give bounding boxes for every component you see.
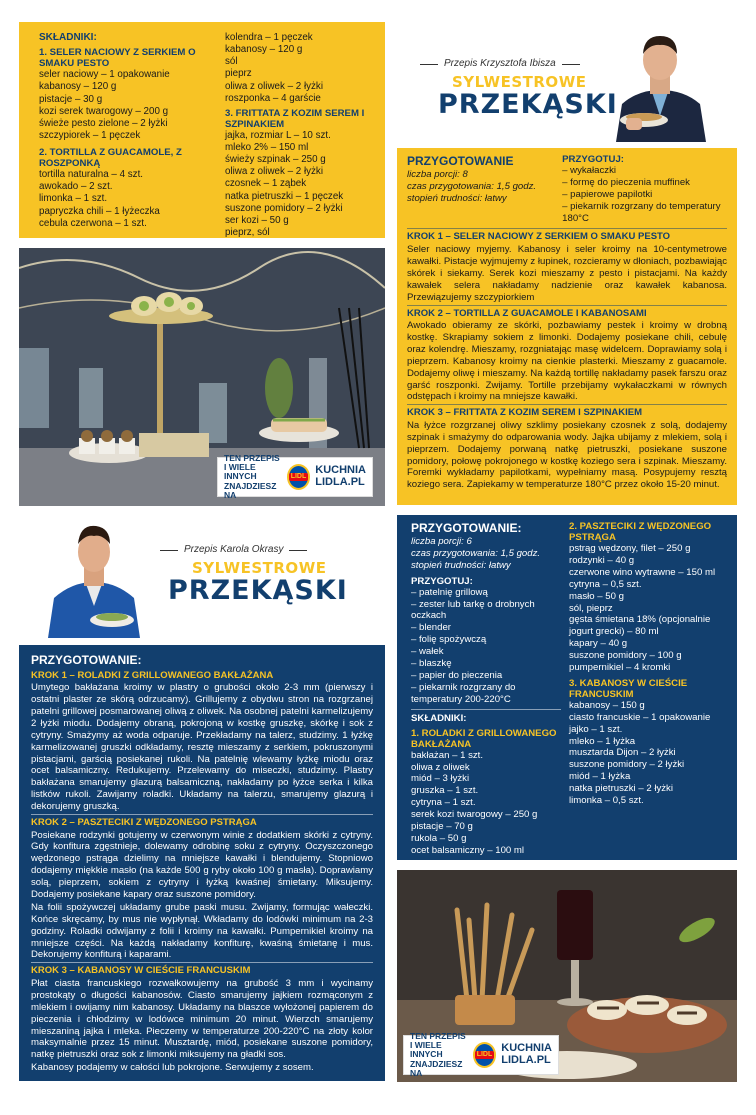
- rb_r1-item: ocet balsamiczny – 100 ml: [411, 844, 525, 856]
- step-3-2-text-b: Na folii spożywczej układamy grube paski musu. Zwijamy, formując wałeczki. Końce skręcamy, by mus nie wypłynął. Wkładamy do lodówki minimum na 2-3 godziny. Roladki odwijamy z folii i kroimy na kawałki. Pumpernikiel kroimy na mniejsze części. Na każdą nakładamy konfiturę, kwaśną śmietanę i mus. Dekorujemy konfiturą i kaparami.: [31, 901, 373, 961]
- rb_r2-item: sól, pieprz: [569, 602, 613, 614]
- recipe-2-2-title: 2. PASZTECIKI Z WĘDZONEGO PSTRĄGA: [569, 521, 712, 544]
- tl_r3-item: natka pietruszki – 1 pęczek: [225, 190, 344, 202]
- rb_r2-item: pstrąg wędzony, filet – 250 g: [569, 543, 691, 555]
- prep-header: [407, 154, 727, 224]
- tl_c2-item: kabanosy – 120 g: [225, 44, 303, 56]
- food-photo-2: [397, 870, 737, 1082]
- recipe-2-title: 2. TORTILLA Z GUACAMOLE, Z ROSZPONKĄ: [39, 147, 182, 170]
- step-3-1-title: KROK 1 – ROLADKI Z GRILLOWANEGO BAKŁAŻANA: [31, 669, 274, 681]
- rb_r3-item: mleko – 1 łyżka: [569, 735, 636, 747]
- divider: [31, 962, 373, 963]
- prep-tools-title: PRZYGOTUJ:: [562, 154, 624, 165]
- tl_r1-item: seler naciowy – 1 opakowanie: [39, 69, 170, 81]
- badge-2-text: TEN PRZEPIS I WIELE INNYCH ZNAJDZIESZ NA: [410, 1030, 466, 1079]
- badge-1-text: TEN PRZEPIS I WIELE INNYCH ZNAJDZIESZ NA: [224, 452, 280, 501]
- rb_meta-item: czas przygotowania: 1,5 godz.: [411, 547, 541, 559]
- divider: [411, 709, 561, 710]
- tl_r3-item: jajka, rozmiar L – 10 szt.: [225, 129, 331, 141]
- tl_r1-item: szczypiorek – 1 pęczek: [39, 129, 141, 141]
- rb_prep-item: – patelnię grillową: [411, 586, 488, 598]
- recipe-2-list: [39, 169, 207, 230]
- preparation-box-2: [397, 515, 737, 860]
- recipe-3-list: [225, 130, 375, 238]
- tl_r2-item: cebula czerwona – 1 szt.: [39, 217, 147, 229]
- step-2-title: KROK 2 – TORTILLA Z GUACAMOLE I KABANOSAMI: [407, 307, 647, 319]
- lidl-logo-icon: LIDL: [473, 1042, 497, 1068]
- rb_r3-item: suszone pomidory – 2 łyżki: [569, 759, 685, 771]
- recipe-1-title: 1. SELER NACIOWY Z SERKIEM O SMAKU PESTO: [39, 47, 196, 70]
- chef-1-credit: Przepis Krzysztofa Ibisza: [420, 58, 610, 70]
- prep-tools-list: [562, 165, 727, 224]
- rb_prep-item: – wałek: [411, 646, 444, 658]
- rb_r3-item: ciasto francuskie – 1 opakowanie: [569, 711, 711, 723]
- rb_r1-item: pistacje – 70 g: [411, 820, 473, 832]
- ingredients-col-1: [39, 32, 207, 230]
- rb_r2-item: pumpernikiel – 4 kromki: [569, 661, 671, 673]
- tl_r2-item: papryczka chili – 1 łyżeczka: [39, 205, 160, 217]
- ingredients-box-1: [19, 22, 385, 238]
- chef-1-title: PRZEKĄSKI: [438, 89, 618, 121]
- recipe-2-1-list: [411, 750, 561, 857]
- tl_c2-item: oliwa z oliwek – 2 łyżki: [225, 80, 324, 92]
- rb_prep-item: – piekarnik rozgrzany do temperatury 200-220°C: [411, 681, 516, 705]
- badge-2-site: KUCHNIA LIDLA.PL: [501, 1042, 552, 1066]
- rb_r3-item: limonka – 0,5 szt.: [569, 795, 644, 807]
- recipe-site-badge-2[interactable]: [403, 1030, 559, 1079]
- rb_r1-item: bakłażan – 1 szt.: [411, 749, 483, 761]
- rb_prep-item: – blender: [411, 622, 452, 634]
- ry_prep-item: – papierowe papilotki: [562, 188, 653, 200]
- chef-1-subtitle: SYLWESTROWE: [452, 73, 587, 92]
- step-1-title: KROK 1 – SELER NACIOWY Z SERKIEM O SMAKU PESTO: [407, 231, 671, 243]
- preparation-box-1: [397, 148, 737, 505]
- tl_r1-item: świeże pesto zielone – 2 łyżki: [39, 117, 168, 129]
- recipe-2-3-list: [569, 700, 729, 807]
- tl_r1-item: kozi serek twarogowy – 200 g: [39, 105, 169, 117]
- ingredients-2-title: SKŁADNIKI:: [411, 712, 467, 724]
- ry_prep-item: – piekarnik rozgrzany do temperatury 180°C: [562, 200, 721, 224]
- tl_r2-item: tortilla naturalna – 4 szt.: [39, 169, 144, 181]
- tl_r3-item: suszone pomidory – 2 łyżki: [225, 202, 343, 214]
- prep-meta-col: [407, 154, 562, 224]
- step-3-text: Na łyżce rozgrzanej oliwy szklimy posiekany czosnek z solą, dodajemy szpinak i smażymy do odparowania wody. Jajka ubijamy z mlekiem, solą i pieprzem. Dodajemy porwaną natkę pietruszki, posiekane suszone pomidory, połowę pokrojonego w kostkę koziego sera i szpinak. Mieszamy. Foremki wykładamy papilotkami, wypełniamy masą. Posypujemy resztą koziego sera. Zapiekamy w temperaturze 180°C przez około 15-20 minut.: [407, 419, 727, 491]
- chef-2-header: [160, 544, 360, 607]
- tl_r1-item: pistacje – 30 g: [39, 93, 103, 105]
- tl_c2-item: roszponka – 4 garście: [225, 92, 321, 104]
- step-3-2-title: KROK 2 – PASZTECIKI Z WĘDZONEGO PSTRĄGA: [31, 817, 257, 828]
- step-3-2-text: Posiekane rodzynki gotujemy w czerwonym winie z dodatkiem skórki z cytryny. Gdy konfitura zgęstnieje, dolewamy odrobinę soku z cytryny. Oczyszczonego wędzonego pstrąga dzielimy na mniejsze kawałki i blendujemy. Stopniowo dodajemy miękkie masło (na każde 500 g ryby około 100 g masła). Doprawiamy solą, pieprzem, sokiem z cytryny i łyżką kwaśnej śmietany. Miksujemy. Dodajemy posiekane kapary oraz suszone pomidory.: [31, 829, 373, 901]
- rb_r1-item: miód – 3 łyżki: [411, 773, 470, 785]
- divider: [31, 814, 373, 815]
- rb_r1-item: rukola – 50 g: [411, 832, 467, 844]
- tl_c2-item: pieprz: [225, 68, 252, 80]
- lidl-logo-icon: LIDL: [287, 464, 311, 490]
- recipe-2-2-list: [569, 543, 729, 674]
- rb_r2-item: masło – 50 g: [569, 590, 624, 602]
- step-2-text: Awokado obieramy ze skórki, pozbawiamy pestek i kroimy w drobną kostkę. Skrapiamy sokiem z limonki. Dodajemy posiekane chili, cebulę oraz kolendrę. Mieszamy, rozgniatając masę widelcem. Doprawiamy solą i pieprzem. Kabanosy kroimy na cienkie plasterki. Mieszamy z guacamole. Dodajemy oliwę i mieszamy. Na każdą tortillę nakładamy pasek farszu oraz garść roszponki. Zwijamy. Tortille przebijamy wykałaczkami w równych odstępach i kroimy na mniejsze kawałki.: [407, 320, 727, 403]
- chef-1-photo: [608, 20, 712, 142]
- prep-2-title: PRZYGOTOWANIE:: [411, 521, 522, 535]
- ry_meta-item: stopień trudności: łatwy: [407, 192, 507, 204]
- rb_r2-item: cytryna – 0,5 szt.: [569, 578, 642, 590]
- rb_r2-item: gęsta śmietana 18% (opcjonalnie jogurt grecki) – 80 ml: [569, 614, 711, 638]
- rb_prep-item: – papier do pieczenia: [411, 669, 503, 681]
- ingredients-title: SKŁADNIKI:: [39, 32, 97, 43]
- divider: [407, 228, 727, 229]
- rb_r1-item: cytryna – 1 szt.: [411, 797, 476, 809]
- rb_r2-item: czerwone wino wytrawne – 150 ml: [569, 566, 716, 578]
- chef-2-photo: [44, 514, 144, 638]
- rb_r3-item: jajko – 1 szt.: [569, 723, 623, 735]
- divider: [407, 305, 727, 306]
- rb_r2-item: kapary – 40 g: [569, 638, 628, 650]
- step-3-3-title: KROK 3 – KABANOSY W CIEŚCIE FRANCUSKIM: [31, 965, 251, 977]
- preparation-box-3: [19, 645, 385, 1081]
- tl_r2-item: limonka – 1 szt.: [39, 193, 108, 205]
- rb_r3-item: musztarda Dijon – 2 łyżki: [569, 747, 676, 759]
- recipe-2-3-title: 3. KABANOSY W CIEŚCIE FRANCUSKIM: [569, 677, 688, 700]
- chef-1-header: [420, 58, 618, 121]
- tl_r2-item: awokado – 2 szt.: [39, 181, 113, 193]
- tl_r3-item: ser kozi – 50 g: [225, 214, 289, 226]
- ry_meta-item: liczba porcji: 8: [407, 168, 468, 180]
- step-3-3-text-b: Kabanosy podajemy w całości lub pokrojone. Serwujemy z sosem.: [31, 1062, 314, 1074]
- tl_c2-item: sól: [225, 56, 238, 68]
- tl_r3-item: mleko 2% – 150 ml: [225, 142, 309, 154]
- recipe-site-badge-1[interactable]: [217, 452, 373, 501]
- rb_r1-item: serek kozi twarogowy – 250 g: [411, 809, 538, 821]
- tl_r1-item: kabanosy – 120 g: [39, 81, 117, 93]
- rb_meta-item: liczba porcji: 6: [411, 535, 472, 547]
- rb_r3-item: miód – 1 łyżka: [569, 771, 631, 783]
- tl_r3-item: oliwa z oliwek – 2 łyżki: [225, 166, 324, 178]
- chef-2-credit: Przepis Karola Okrasy: [160, 544, 360, 556]
- recipe-3-title: 3. FRITTATA Z KOZIM SEREM I SZPINAKIEM: [225, 107, 365, 130]
- prep-meta: [407, 169, 562, 205]
- chef-2-title: PRZEKĄSKI: [168, 575, 348, 607]
- prep-title: PRZYGOTOWANIE: [407, 154, 514, 168]
- rb_r1-item: gruszka – 1 szt.: [411, 785, 479, 797]
- tl_r3-item: pieprz, sól: [225, 227, 270, 238]
- tl_c2-item: kolendra – 1 pęczek: [225, 32, 313, 43]
- recipe-2-1-title: 1. ROLADKI Z GRILLOWANEGO BAKŁAŻANA: [411, 727, 557, 750]
- step-3-title: KROK 3 – FRITTATA Z KOZIM SEREM I SZPINAKIEM: [407, 407, 643, 419]
- rb_r1-item: oliwa z oliwek: [411, 761, 470, 773]
- ry_prep-item: – formę do pieczenia muffinek: [562, 176, 690, 188]
- step-3-3-text: Płat ciasta francuskiego rozwałkowujemy na grubość 3 mm i wycinamy prostokąty o długości kabanosów. Ciasto smarujemy jajkiem rozmąconym z mlekiem i owijamy nim kabanosy. Układamy na blaszce wyłożonej papierem do pieczenia i chłodzimy w lodówce minimum 20 minut. Wierzch smarujemy mieszaniną jajka i mleka. Pieczemy w temperaturze 200-220°C na złoty kolor maksymalnie przez 15 minut. Musztardę, miód, posiekane suszone pomidory, natkę pietruszki oraz sok z limonki miksujemy na gładki sos.: [31, 977, 373, 1061]
- tl_r3-item: czosnek – 1 ząbek: [225, 178, 307, 190]
- recipe-2-list-cont: [225, 32, 375, 105]
- prep-2-tools-title: PRZYGOTUJ:: [411, 575, 473, 587]
- prep-2-meta: [411, 536, 561, 572]
- prep-2-tools-list: [411, 587, 561, 706]
- rb_prep-item: – blaszkę: [411, 657, 452, 669]
- rb_r3-item: natka pietruszki – 2 łyżki: [569, 783, 673, 795]
- rb_prep-item: – folię spożywczą: [411, 634, 487, 646]
- prep-3-title: PRZYGOTOWANIE:: [31, 653, 142, 667]
- ingredients-col-2: [225, 32, 375, 238]
- food-photo-1: [19, 248, 385, 506]
- rb_r3-item: kabanosy – 150 g: [569, 699, 645, 711]
- badge-1-site: KUCHNIA LIDLA.PL: [315, 464, 366, 488]
- rb_r2-item: suszone pomidory – 100 g: [569, 650, 682, 662]
- rb_prep-item: – zester lub tarkę o drobnych oczkach: [411, 598, 535, 622]
- step-1-text: Seler naciowy myjemy. Kabanosy i seler kroimy na 10-centymetrowe kawałki. Pistacje wyjmujemy z łupinek, rozcieramy w dłoniach, pozbawiając skórek i siekamy. Serek kozi mieszamy z pesto i pistacjami. Na każdy kawałek selera nakładamy nadzienie oraz kawałek kabanosa. Przewiązujemy szczypiorkiem: [407, 244, 727, 303]
- ry_prep-item: – wykałaczki: [562, 165, 617, 177]
- ry_meta-item: czas przygotowania: 1,5 godz.: [407, 180, 537, 192]
- blue-col-1: [411, 521, 561, 857]
- chef-2-subtitle: SYLWESTROWE: [192, 559, 327, 578]
- rb_meta-item: stopień trudności: łatwy: [411, 559, 511, 571]
- tl_r3-item: świeży szpinak – 250 g: [225, 154, 326, 166]
- step-3-1-text: Umytego bakłażana kroimy w plastry o grubości około 2-3 mm (pierwszy i ostatni plaster ze skórą odrzucamy). Grillujemy z obydwu stron na rozgrzanej patelni grillowej posmarowanej oliwą z oliwek. Na osobnej patelni karmelizujemy 2 łyżki miodu. Dodajemy obraną, pokrojoną w kostkę gruszkę, skórkę i sok z cytryny. Smażymy aż woda odparuje. Przekładamy na talerz, studzimy. 1 łyżkę karmelizowanej gruszki odkładamy, resztę mieszamy z serkiem, pokruszonymi pistacjami, garścią posiekanej rukoli. Na patelnię wlewamy łyżkę miodu oraz ocet balsamiczny. Redukujemy. Przelewamy do miseczki, studzimy. Plastry bakłażana smarujemy glazurą balsamiczną, nakładamy po łyżce serka i kilka listków rukoli. Zawijamy roladki. Układamy na talerzu, smarujemy glazurą i dekorujemy gruszką.: [31, 682, 373, 813]
- recipe-1-list: [39, 69, 207, 142]
- rb_r2-item: rodzynki – 40 g: [569, 554, 635, 566]
- divider: [407, 404, 727, 405]
- prep-tools-col: [562, 154, 727, 224]
- blue-col-2: [569, 521, 729, 807]
